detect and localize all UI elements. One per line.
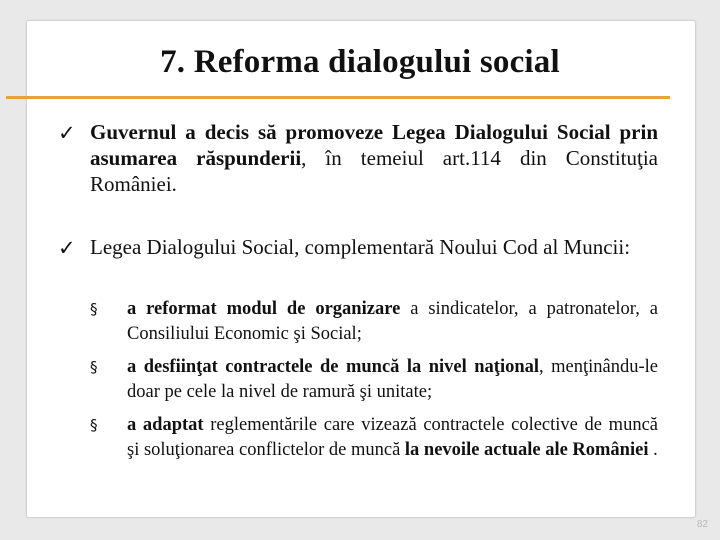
sub-bullet-2: [127, 355, 658, 405]
title-divider: [6, 96, 670, 99]
sub-bullet-1-bold-text: a reformat modul de organizare: [127, 299, 401, 319]
sub-bullet-1-text: a sindicatelor, a patronatelor, a Consiliului Economic şi Social;: [127, 299, 658, 344]
checkmark-icon: ✓: [58, 121, 76, 145]
sub-bullet-3: [127, 413, 658, 463]
bullet-1-bold-text: Guvernul a decis să promoveze Legea Dialogului Social prin asumarea răspunderii: [90, 120, 658, 170]
sub-bullet-1: [127, 297, 658, 347]
slide-title: 7. Reforma dialogului social: [160, 44, 560, 80]
square-bullet-icon: §: [90, 300, 98, 318]
bullet-2-text: Legea Dialogului Social, complementară Noului Cod al Muncii:: [90, 235, 631, 259]
page-number: 82: [696, 519, 708, 530]
bullet-1: [90, 119, 658, 197]
sub-bullet-3-text: reglementările care vizează contractele colective de muncă şi soluţionarea conflictelor de muncă: [127, 415, 658, 460]
square-bullet-icon: §: [90, 416, 98, 434]
sub-bullet-3-end-text: .: [648, 440, 658, 460]
checkmark-icon: ✓: [58, 236, 76, 260]
bullet-2: [90, 234, 658, 260]
square-bullet-icon: §: [90, 358, 98, 376]
sub-bullet-3-bold-text-1: a adaptat: [127, 415, 204, 435]
sub-bullet-2-text: , menţinându-le doar pe cele la nivel de ramură şi unitate;: [127, 357, 658, 402]
sub-bullet-3-bold-text-2: la nevoile actuale ale României: [404, 440, 649, 460]
sub-bullet-2-bold-text: a desfiinţat contractele de muncă la nivel naţional: [127, 357, 540, 377]
bullet-1-text: , în temeiul art.114 din Constituţia României.: [90, 146, 658, 196]
